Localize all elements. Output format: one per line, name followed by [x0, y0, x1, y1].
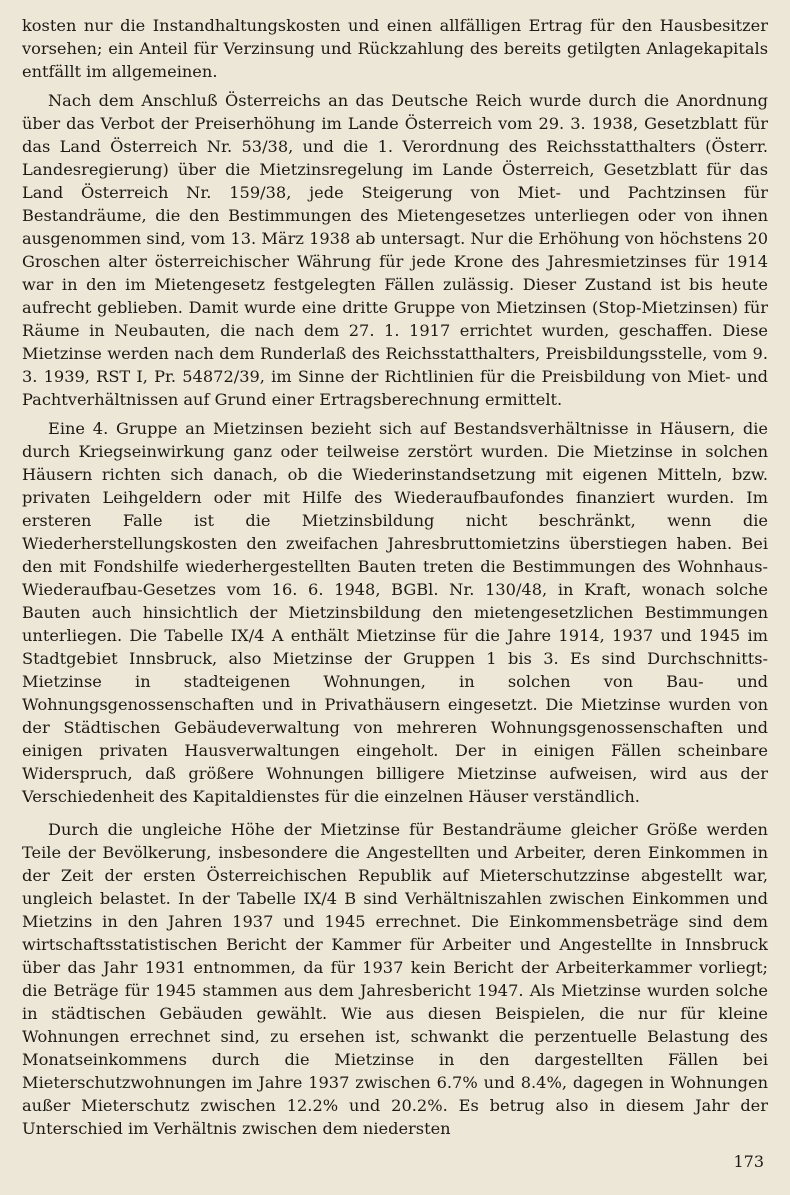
- paragraph-vierte-gruppe: Eine 4. Gruppe an Mietzinsen bezieht sich auf Bestandsverhältnisse in Häusern, die durch Kriegseinwirkung ganz oder teilweise zerstört wurden. Die Mietzinse in solchen Häusern richten sich danach, ob die Wiederinstandsetzung mit eigenen Mitteln, bzw. privaten Leihgeldern oder mit Hilfe des Wiederaufbaufondes finanziert wurden. Im ersteren Falle ist die Mietzinsbildung nicht beschränkt, wenn die Wiederherstellungskosten den zweifachen Jahresbruttomietzins überstiegen haben. Bei den mit Fondshilfe wiederhergestellten Bauten treten die Bestimmungen des Wohnhaus-Wiederaufbau-Gesetzes vom 16. 6. 1948, BGBl. Nr. 130/48, in Kraft, wonach solche Bauten auch hinsichtlich der Mietzinsbildung den mietengesetzlichen Bestimmungen unterliegen. Die Tabelle IX/4 A enthält Mietzinse für die Jahre 1914, 1937 und 1945 im Stadtgebiet Innsbruck, also Mietzinse der Gruppen 1 bis 3. Es sind Durchschnitts-Mietzinse in stadteigenen Wohnungen, in solchen von Bau- und Wohnungsgenossenschaften und in Privathäusern eingesetzt. Die Mietzinse wurden von der Städtischen Gebäudeverwaltung von mehreren Wohnungsgenossenschaften und einigen privaten Hausverwaltungen eingeholt. Der in einigen Fällen scheinbare Widerspruch, daß größere Wohnungen billigere Mietzinse aufweisen, wird aus der Verschiedenheit des Kapitaldienstes für die einzelnen Häuser verständlich.: [22, 419, 768, 806]
- paragraph-belastung: Durch die ungleiche Höhe der Mietzinse für Bestandräume gleicher Größe werden Teile der Bevölkerung, insbesondere die Angestellten und Arbeiter, deren Einkommen in der Zeit der ersten Österreichischen Republik auf Mieterschutzzinse abgestellt war, ungleich belastet. In der Tabelle IX/4 B sind Verhältniszahlen zwischen Einkommen und Mietzins in den Jahren 1937 und 1945 errechnet. Die Einkommensbeträge sind dem wirtschaftsstatistischen Bericht der Kammer für Arbeiter und Angestellte in Innsbruck über das Jahr 1931 entnommen, da für 1937 kein Bericht der Arbeiterkammer vorliegt; die Beträge für 1945 stammen aus dem Jahresbericht 1947. Als Mietzinse wurden solche in städtischen Gebäuden gewählt. Wie aus diesen Beispielen, die nur für kleine Wohnungen errechnet sind, zu ersehen ist, schwankt die perzentuelle Belastung des Monatseinkommens durch die Mietzinse in den dargestellten Fällen bei Mieterschutzwohnungen im Jahre 1937 zwischen 6.7% und 8.4%, dagegen in Wohnungen außer Mieterschutz zwischen 12.2% und 20.2%. Es betrug also in diesem Jahr der Unterschied im Verhältnis zwischen dem niedersten: [22, 820, 768, 1138]
- paragraph-continuation: kosten nur die Instandhaltungskosten und einen allfälligen Ertrag für den Hausbesitzer vorsehen; ein Anteil für Verzinsung und Rückzahlung des bereits getilgten Anlagekapitals entfällt im allgemeinen.: [22, 16, 768, 81]
- page-number: 173: [733, 1152, 764, 1171]
- paragraph-anschluss: Nach dem Anschluß Österreichs an das Deutsche Reich wurde durch die Anordnung über das Verbot der Preiserhöhung im Lande Österreich vom 29. 3. 1938, Gesetzblatt für das Land Österreich Nr. 53/38, und die 1. Verordnung des Reichsstatthalters (Österr. Landesregierung) über die Mietzinsregelung im Lande Österreich, Gesetzblatt für das Land Österreich Nr. 159/38, jede Steigerung von Miet- und Pachtzinsen für Bestandräume, die den Bestimmungen des Mietengesetzes unterliegen oder von ihnen ausgenommen sind, vom 13. März 1938 ab untersagt. Nur die Erhöhung von höchstens 20 Groschen alter österreichischer Währung für jede Krone des Jahresmietzinses für 1914 war in den im Mietengesetz festgelegten Fällen zulässig. Dieser Zustand ist bis heute aufrecht geblieben. Damit wurde eine dritte Gruppe von Mietzinsen (Stop-Mietzinsen) für Räume in Neubauten, die nach dem 27. 1. 1917 errichtet wurden, geschaffen. Diese Mietzinse werden nach dem Runderlaß des Reichsstatthalters, Preisbildungsstelle, vom 9. 3. 1939, RST I, Pr. 54872/39, im Sinne der Richtlinien für die Preisbildung von Miet- und Pachtverhältnissen auf Grund einer Ertragsberechnung ermittelt.: [22, 91, 768, 409]
